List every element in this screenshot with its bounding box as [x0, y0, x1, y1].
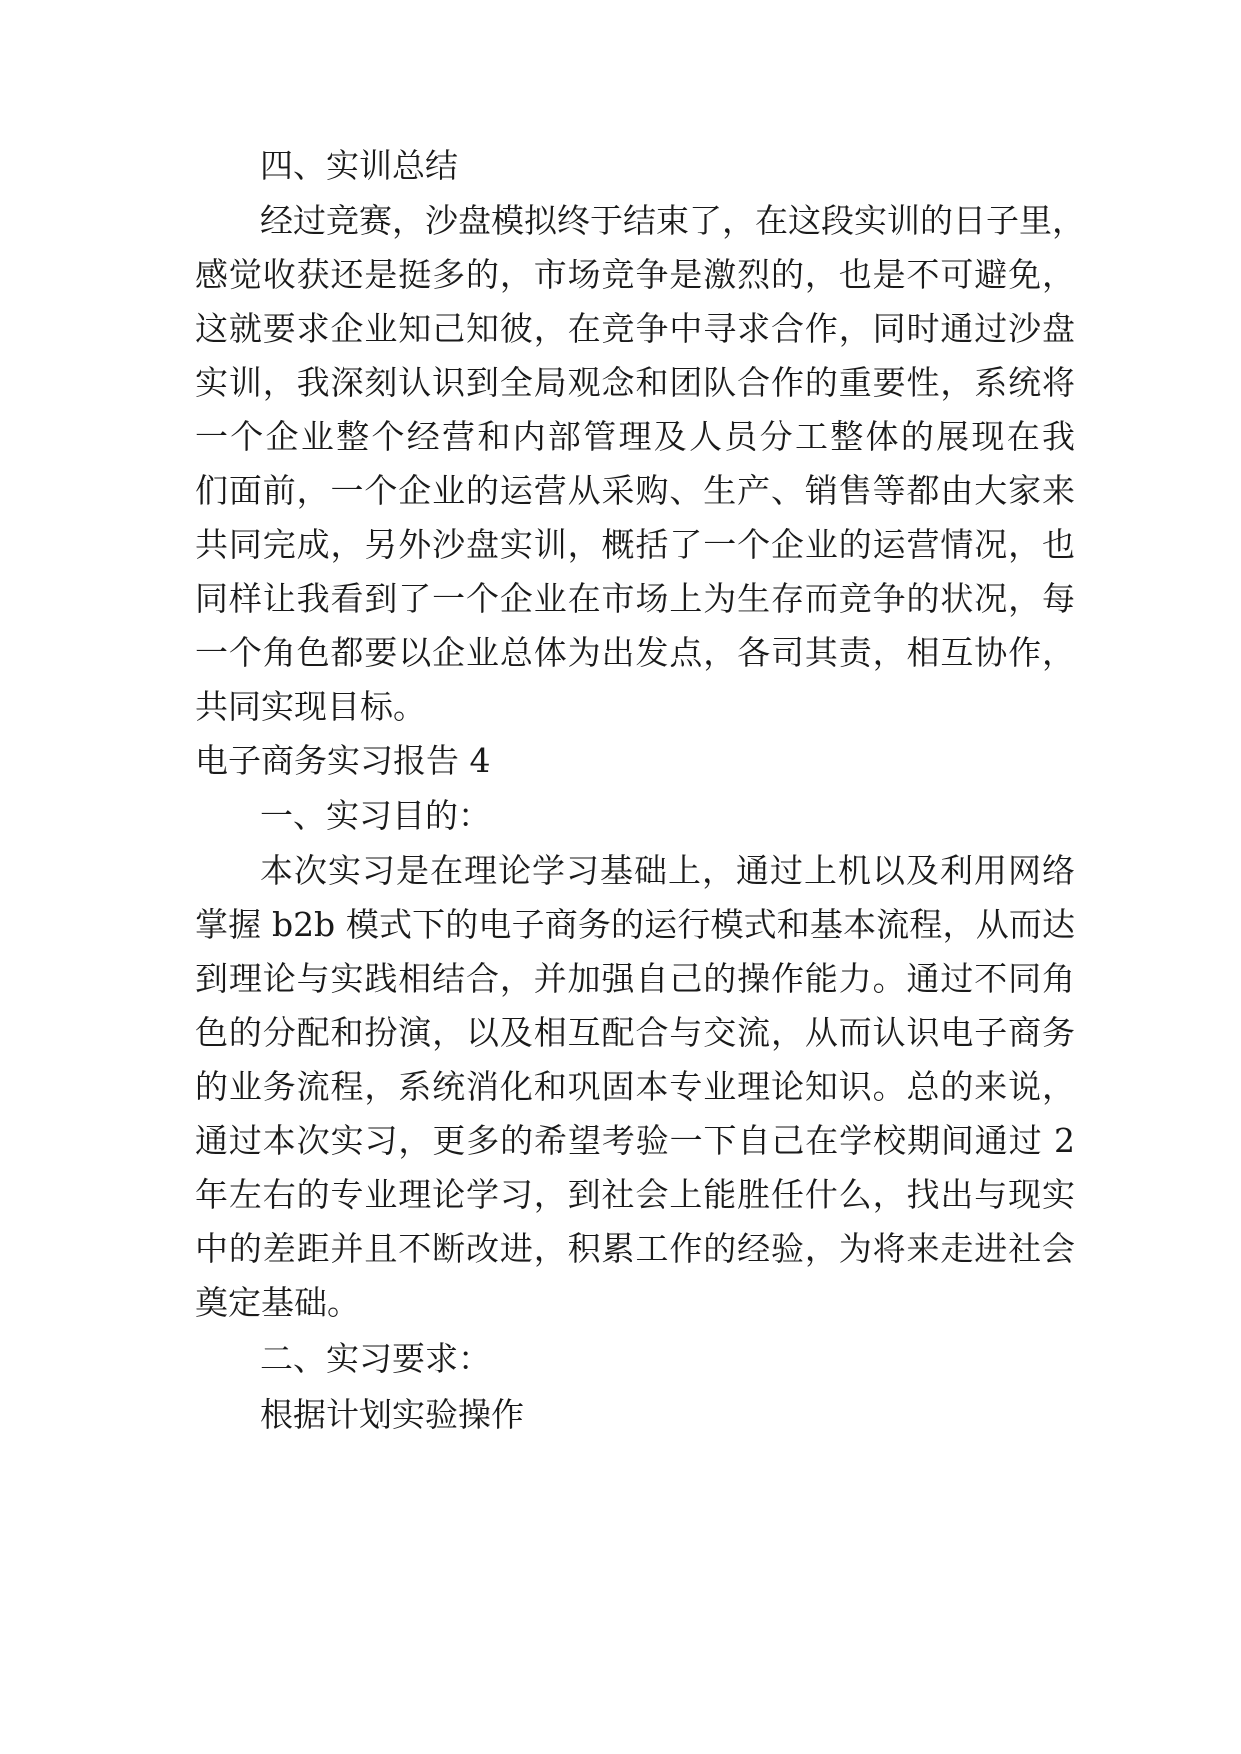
purpose-line-8: 中的差距并且不断改进，积累工作的经验，为将来走进社会: [195, 1229, 1075, 1268]
summary-line-1: 经过竞赛，沙盘模拟终于结束了，在这段实训的日子里，: [260, 201, 1085, 240]
report-title: 电子商务实习报告 4: [195, 741, 491, 780]
summary-line-4: 实训，我深刻认识到全局观念和团队合作的重要性，系统将: [195, 363, 1075, 402]
requirement-line: 根据计划实验操作: [260, 1395, 524, 1434]
summary-line-3: 这就要求企业知己知彼，在竞争中寻求合作，同时通过沙盘: [195, 309, 1075, 348]
summary-line-9: 一个角色都要以企业总体为出发点，各司其责，相互协作，: [195, 633, 1075, 672]
purpose-line-7: 年左右的专业理论学习，到社会上能胜任什么，找出与现实: [195, 1175, 1075, 1214]
summary-line-8: 同样让我看到了一个企业在市场上为生存而竞争的状况，每: [195, 579, 1075, 618]
purpose-line-4: 色的分配和扮演，以及相互配合与交流，从而认识电子商务: [195, 1013, 1075, 1052]
purpose-line-9: 奠定基础。: [195, 1283, 360, 1322]
purpose-line-3: 到理论与实践相结合，并加强自己的操作能力。通过不同角: [195, 959, 1075, 998]
summary-line-5: 一个企业整个经营和内部管理及人员分工整体的展现在我: [195, 417, 1075, 456]
summary-line-10: 共同实现目标。: [195, 687, 426, 726]
section-two-heading: 二、实习要求：: [260, 1339, 491, 1378]
section-one-heading: 一、实习目的：: [260, 796, 491, 835]
section-four-heading: 四、实训总结: [260, 146, 458, 185]
purpose-line-6: 通过本次实习，更多的希望考验一下自己在学校期间通过 2: [195, 1121, 1075, 1160]
purpose-line-2: 掌握 b2b 模式下的电子商务的运行模式和基本流程，从而达: [195, 905, 1075, 944]
purpose-line-1: 本次实习是在理论学习基础上，通过上机以及利用网络: [260, 851, 1075, 890]
summary-line-7: 共同完成，另外沙盘实训，概括了一个企业的运营情况，也: [195, 525, 1075, 564]
summary-line-2: 感觉收获还是挺多的，市场竞争是激烈的，也是不可避免，: [195, 255, 1075, 294]
summary-line-6: 们面前，一个企业的运营从采购、生产、销售等都由大家来: [195, 471, 1075, 510]
purpose-line-5: 的业务流程，系统消化和巩固本专业理论知识。总的来说，: [195, 1067, 1075, 1106]
